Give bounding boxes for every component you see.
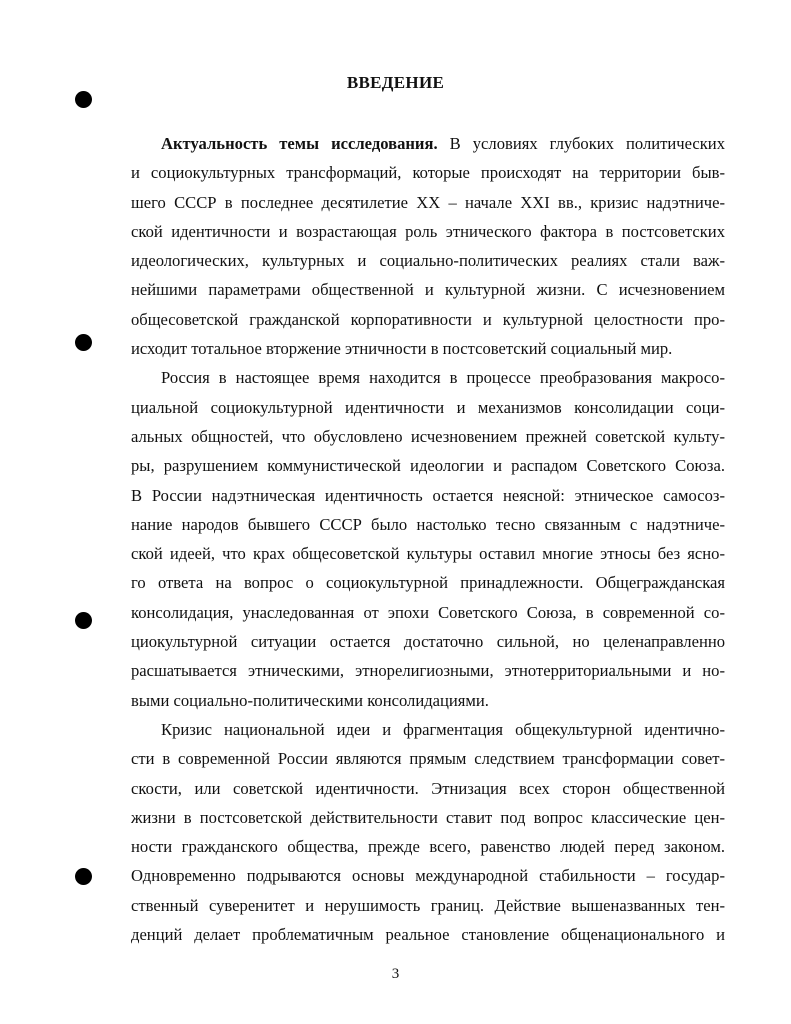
paragraph-line: циокультурной ситуации остается достаточно сильной, но целенаправленно: [131, 632, 725, 652]
paragraph-line: консолидация, унаследованная от эпохи Советского Союза, в современной со-: [131, 602, 725, 622]
paragraph-line: нание народов бывшего СССР было настолько тесно связанным с надэтниче-: [131, 514, 725, 534]
punch-hole-mark: [75, 91, 92, 108]
paragraph-line: нейшими параметрами общественной и культурной жизни. С исчезновением: [131, 280, 725, 300]
paragraph-line: Кризис национальной идеи и фрагментация общекультурной идентично-: [161, 719, 725, 739]
paragraph-line: альных общностей, что обусловлено исчезновением прежней советской культу-: [131, 426, 725, 446]
paragraph-line: ственный суверенитет и нерушимость границ. Действие вышеназванных тен-: [131, 895, 725, 915]
paragraph-line: В России надэтническая идентичность остается неясной: этническое самосоз-: [131, 485, 725, 505]
paragraph-line: скости, или советской идентичности. Этнизация всех сторон общественной: [131, 778, 725, 798]
paragraph-line: циальной социокультурной идентичности и механизмов консолидации соци-: [131, 397, 725, 417]
paragraph-line: шего СССР в последнее десятилетие XX – начале XXI вв., кризис надэтниче-: [131, 192, 725, 212]
paragraph-line: го ответа на вопрос о социокультурной принадлежности. Общегражданская: [131, 573, 725, 593]
paragraph-line: Актуальность темы исследования. В условиях глубоких политических: [161, 134, 725, 153]
paragraph-line: денций делает проблематичным реальное становление общенационального и: [131, 925, 725, 945]
paragraph-line: сти в современной России являются прямым следствием трансформации совет-: [131, 749, 725, 769]
paragraph-line: ской идентичности и возрастающая роль этнического фактора в постсоветских: [131, 221, 725, 241]
paragraph-line: Россия в настоящее время находится в процессе преобразования макросо-: [161, 368, 725, 388]
paragraph-line: и социокультурных трансформаций, которые происходят на территории быв-: [131, 163, 725, 183]
paragraph-line: идеологических, культурных и социально-политических реалиях стали важ-: [131, 251, 725, 271]
paragraph-line: Одновременно подрываются основы международной стабильности – государ-: [131, 866, 725, 886]
punch-hole-mark: [75, 612, 92, 629]
page-number: 3: [391, 966, 400, 982]
paragraph-line: выми социально-политическими консолидациями.: [131, 690, 489, 710]
paragraph-lead: Актуальность темы исследования.: [161, 134, 438, 153]
paragraph-line: общесоветской гражданской корпоративности и культурной целостности про-: [131, 309, 725, 329]
punch-hole-mark: [75, 334, 92, 351]
document-body: [131, 129, 725, 949]
paragraph-line: ры, разрушением коммунистической идеологии и распадом Советского Союза.: [131, 456, 725, 476]
paragraph-line: ности гражданского общества, прежде всего, равенство людей перед законом.: [131, 837, 725, 857]
punch-hole-mark: [75, 868, 92, 885]
paragraph-line: расшатывается этническими, этнорелигиозными, этнотерриториальными и но-: [131, 661, 725, 681]
page-title: ВВЕДЕНИЕ: [346, 73, 445, 92]
paragraph-line: ской идеей, что крах общесоветской культуры оставил многие этносы без ясно-: [131, 544, 725, 564]
paragraph-line: жизни в постсоветской действительности ставит под вопрос классические цен-: [131, 807, 725, 827]
paragraph-line: исходит тотальное вторжение этничности в постсоветский социальный мир.: [131, 339, 673, 359]
